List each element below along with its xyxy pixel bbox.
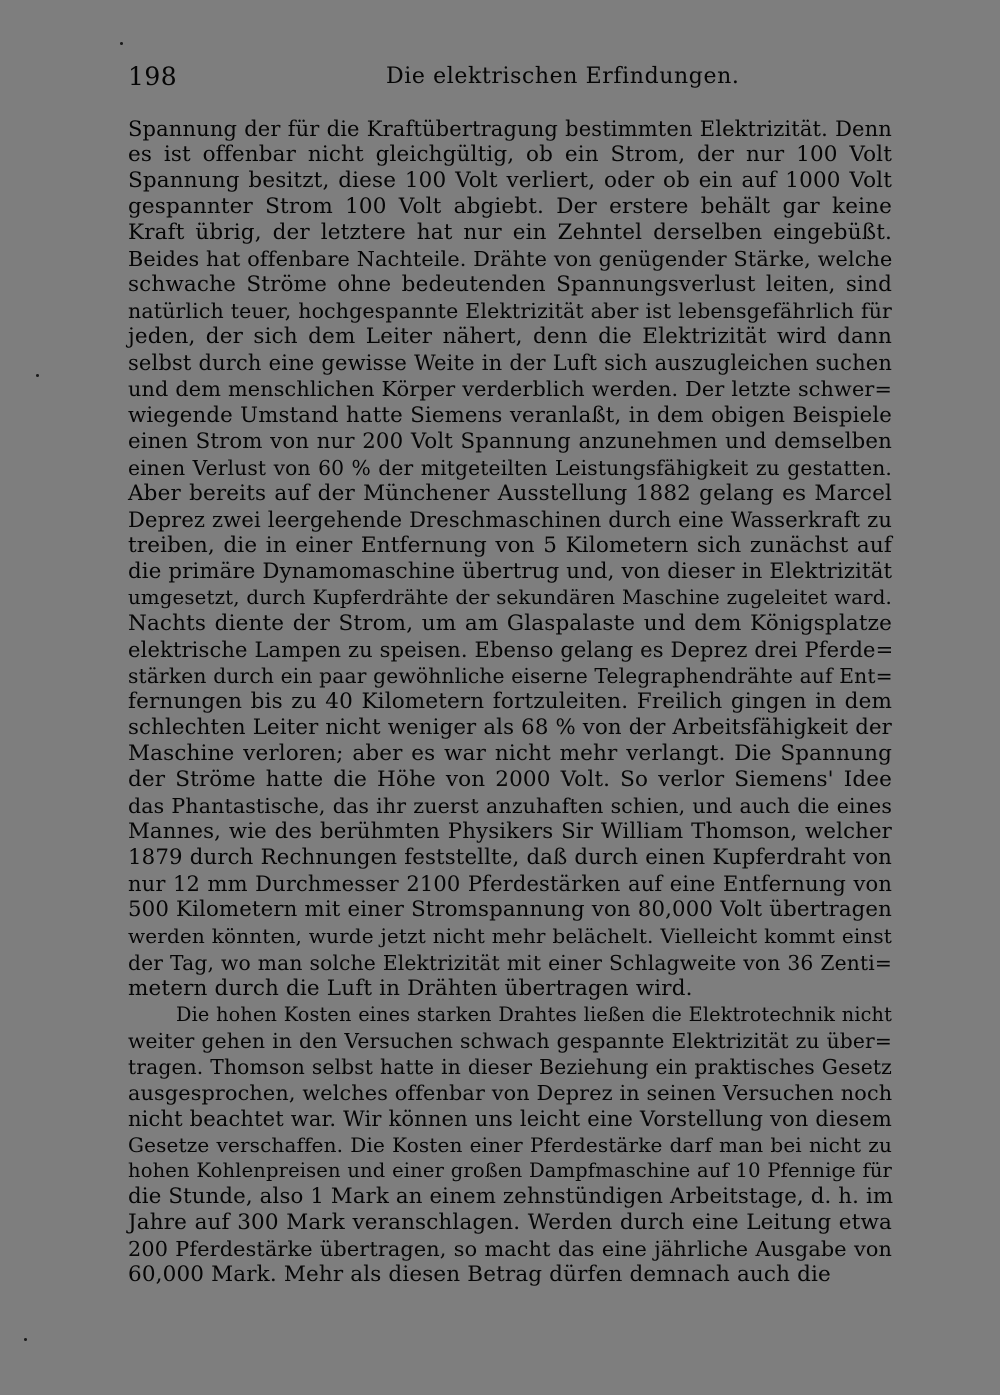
dust-speck: [24, 1338, 27, 1341]
text-line: schwache Ströme ohne bedeutenden Spannungsverlust leiten, sind: [128, 272, 892, 298]
text-line: Aber bereits auf der Münchener Ausstellung 1882 gelang es Marcel: [128, 480, 892, 506]
text-line: elektrische Lampen zu speisen. Ebenso gelang es Deprez drei Pferde=: [128, 637, 894, 662]
body-text: [128, 116, 892, 1288]
text-line: Deprez zwei leergehende Dreschmaschinen durch eine Wasserkraft zu: [128, 507, 892, 532]
dust-speck: [36, 374, 39, 377]
text-line: hohen Kohlenpreisen und einer großen Dampfmaschine auf 10 Pfennige für: [128, 1158, 892, 1182]
text-line: Beides hat offenbare Nachteile. Drähte von genügender Stärke, welche: [128, 247, 893, 272]
text-line: 1879 durch Rechnungen feststellte, daß durch einen Kupferdraht von: [128, 845, 892, 871]
text-line: tragen. Thomson selbst hatte in dieser Beziehung ein praktisches Gesetz: [128, 1054, 892, 1079]
text-line: und dem menschlichen Körper verderblich werden. Der letzte schwer=: [128, 377, 892, 402]
page-header: [128, 58, 892, 98]
text-line: Mannes, wie des berühmten Physikers Sir William Thomson, welcher: [128, 819, 892, 845]
text-line: fernungen bis zu 40 Kilometern fortzuleiten. Freilich gingen in dem: [128, 689, 892, 715]
text-line: die Stunde, also 1 Mark an einem zehnstündigen Arbeitstage, d. h. im: [128, 1183, 894, 1209]
text-line: Spannung der für die Kraftübertragung bestimmten Elektrizität. Denn: [128, 117, 892, 141]
text-line: werden könnten, wurde jetzt nicht mehr belächelt. Vielleicht kommt einst: [128, 924, 892, 949]
text-line: Nachts diente der Strom, um am Glaspalaste und dem Königsplatze: [128, 610, 892, 636]
text-line: jeden, der sich dem Leiter nähert, denn die Elektrizität wird dann: [128, 324, 892, 350]
text-line: stärken durch ein paar gewöhnliche eiserne Telegraphendrähte auf Ent=: [128, 663, 893, 688]
page-number: 198: [128, 62, 178, 91]
text-line: die primäre Dynamomaschine übertrug und, von dieser in Elektrizität: [128, 558, 893, 584]
text-line: nicht beachtet war. Wir können uns leicht eine Vorstellung von diesem: [128, 1106, 892, 1131]
text-line: Spannung besitzt, diese 100 Volt verliert, oder ob ein auf 1000 Volt: [128, 168, 892, 194]
text-line: 200 Pferdestärke übertragen, so macht das eine jährliche Ausgabe von: [128, 1237, 892, 1262]
text-line: wiegende Umstand hatte Siemens veranlaßt, in dem obigen Beispiele: [128, 402, 892, 428]
text-line: schlechten Leiter nicht weniger als 68 % von der Arbeitsfähigkeit der: [128, 715, 892, 741]
text-line: metern durch die Luft in Drähten übertragen wird.: [128, 975, 693, 1001]
text-line: Die hohen Kosten eines starken Drahtes ließen die Elektrotechnik nicht: [176, 1002, 892, 1026]
text-line: treiben, die in einer Entfernung von 5 Kilometern sich zunächst auf: [128, 532, 892, 558]
text-line: weiter gehen in den Versuchen schwach gespannte Elektrizität zu über=: [128, 1028, 892, 1053]
text-line: es ist offenbar nicht gleichgültig, ob ein Strom, der nur 100 Volt: [128, 142, 892, 168]
text-line: nur 12 mm Durchmesser 2100 Pferdestärken auf eine Entfernung von: [128, 872, 892, 897]
text-line: natürlich teuer, hochgespannte Elektrizität aber ist lebensgefährlich für: [128, 299, 892, 324]
text-line: Jahre auf 300 Mark veranschlagen. Werden durch eine Leitung etwa: [128, 1209, 892, 1235]
text-line: gespannter Strom 100 Volt abgiebt. Der erstere behält gar keine: [128, 194, 892, 220]
text-line: selbst durch eine gewisse Weite in der Luft sich auszugleichen suchen: [128, 351, 892, 376]
paragraph: [128, 1002, 892, 1289]
text-line: der Tag, wo man solche Elektrizität mit einer Schlagweite von 36 Zenti=: [128, 950, 892, 975]
text-line: 500 Kilometern mit einer Stromspannung von 80,000 Volt übertragen: [128, 897, 892, 923]
text-line: der Ströme hatte die Höhe von 2000 Volt. So verlor Siemens' Idee: [128, 767, 892, 793]
text-line: einen Verlust von 60 % der mitgeteilten Leistungsfähigkeit zu gestatten.: [128, 455, 892, 480]
text-line: Kraft übrig, der letztere hat nur ein Zehntel derselben eingebüßt.: [128, 220, 892, 246]
text-line: das Phantastische, das ihr zuerst anzuhaften schien, und auch die eines: [128, 794, 892, 819]
running-title: Die elektrischen Erfindungen.: [386, 64, 740, 89]
dust-speck: [120, 42, 123, 45]
text-line: Gesetze verschaffen. Die Kosten einer Pferdestärke darf man bei nicht zu: [128, 1132, 892, 1157]
text-line: einen Strom von nur 200 Volt Spannung anzunehmen und demselben: [128, 428, 892, 454]
text-line: 60,000 Mark. Mehr als diesen Betrag dürfen demnach auch die: [128, 1262, 831, 1288]
text-line: ausgesprochen, welches offenbar von Deprez in seinen Versuchen noch: [128, 1080, 893, 1105]
paragraph: [128, 116, 892, 1002]
text-line: Maschine verloren; aber es war nicht mehr verlangt. Die Spannung: [128, 741, 892, 767]
text-line: umgesetzt, durch Kupferdrähte der sekundären Maschine zugeleitet ward.: [128, 585, 892, 609]
